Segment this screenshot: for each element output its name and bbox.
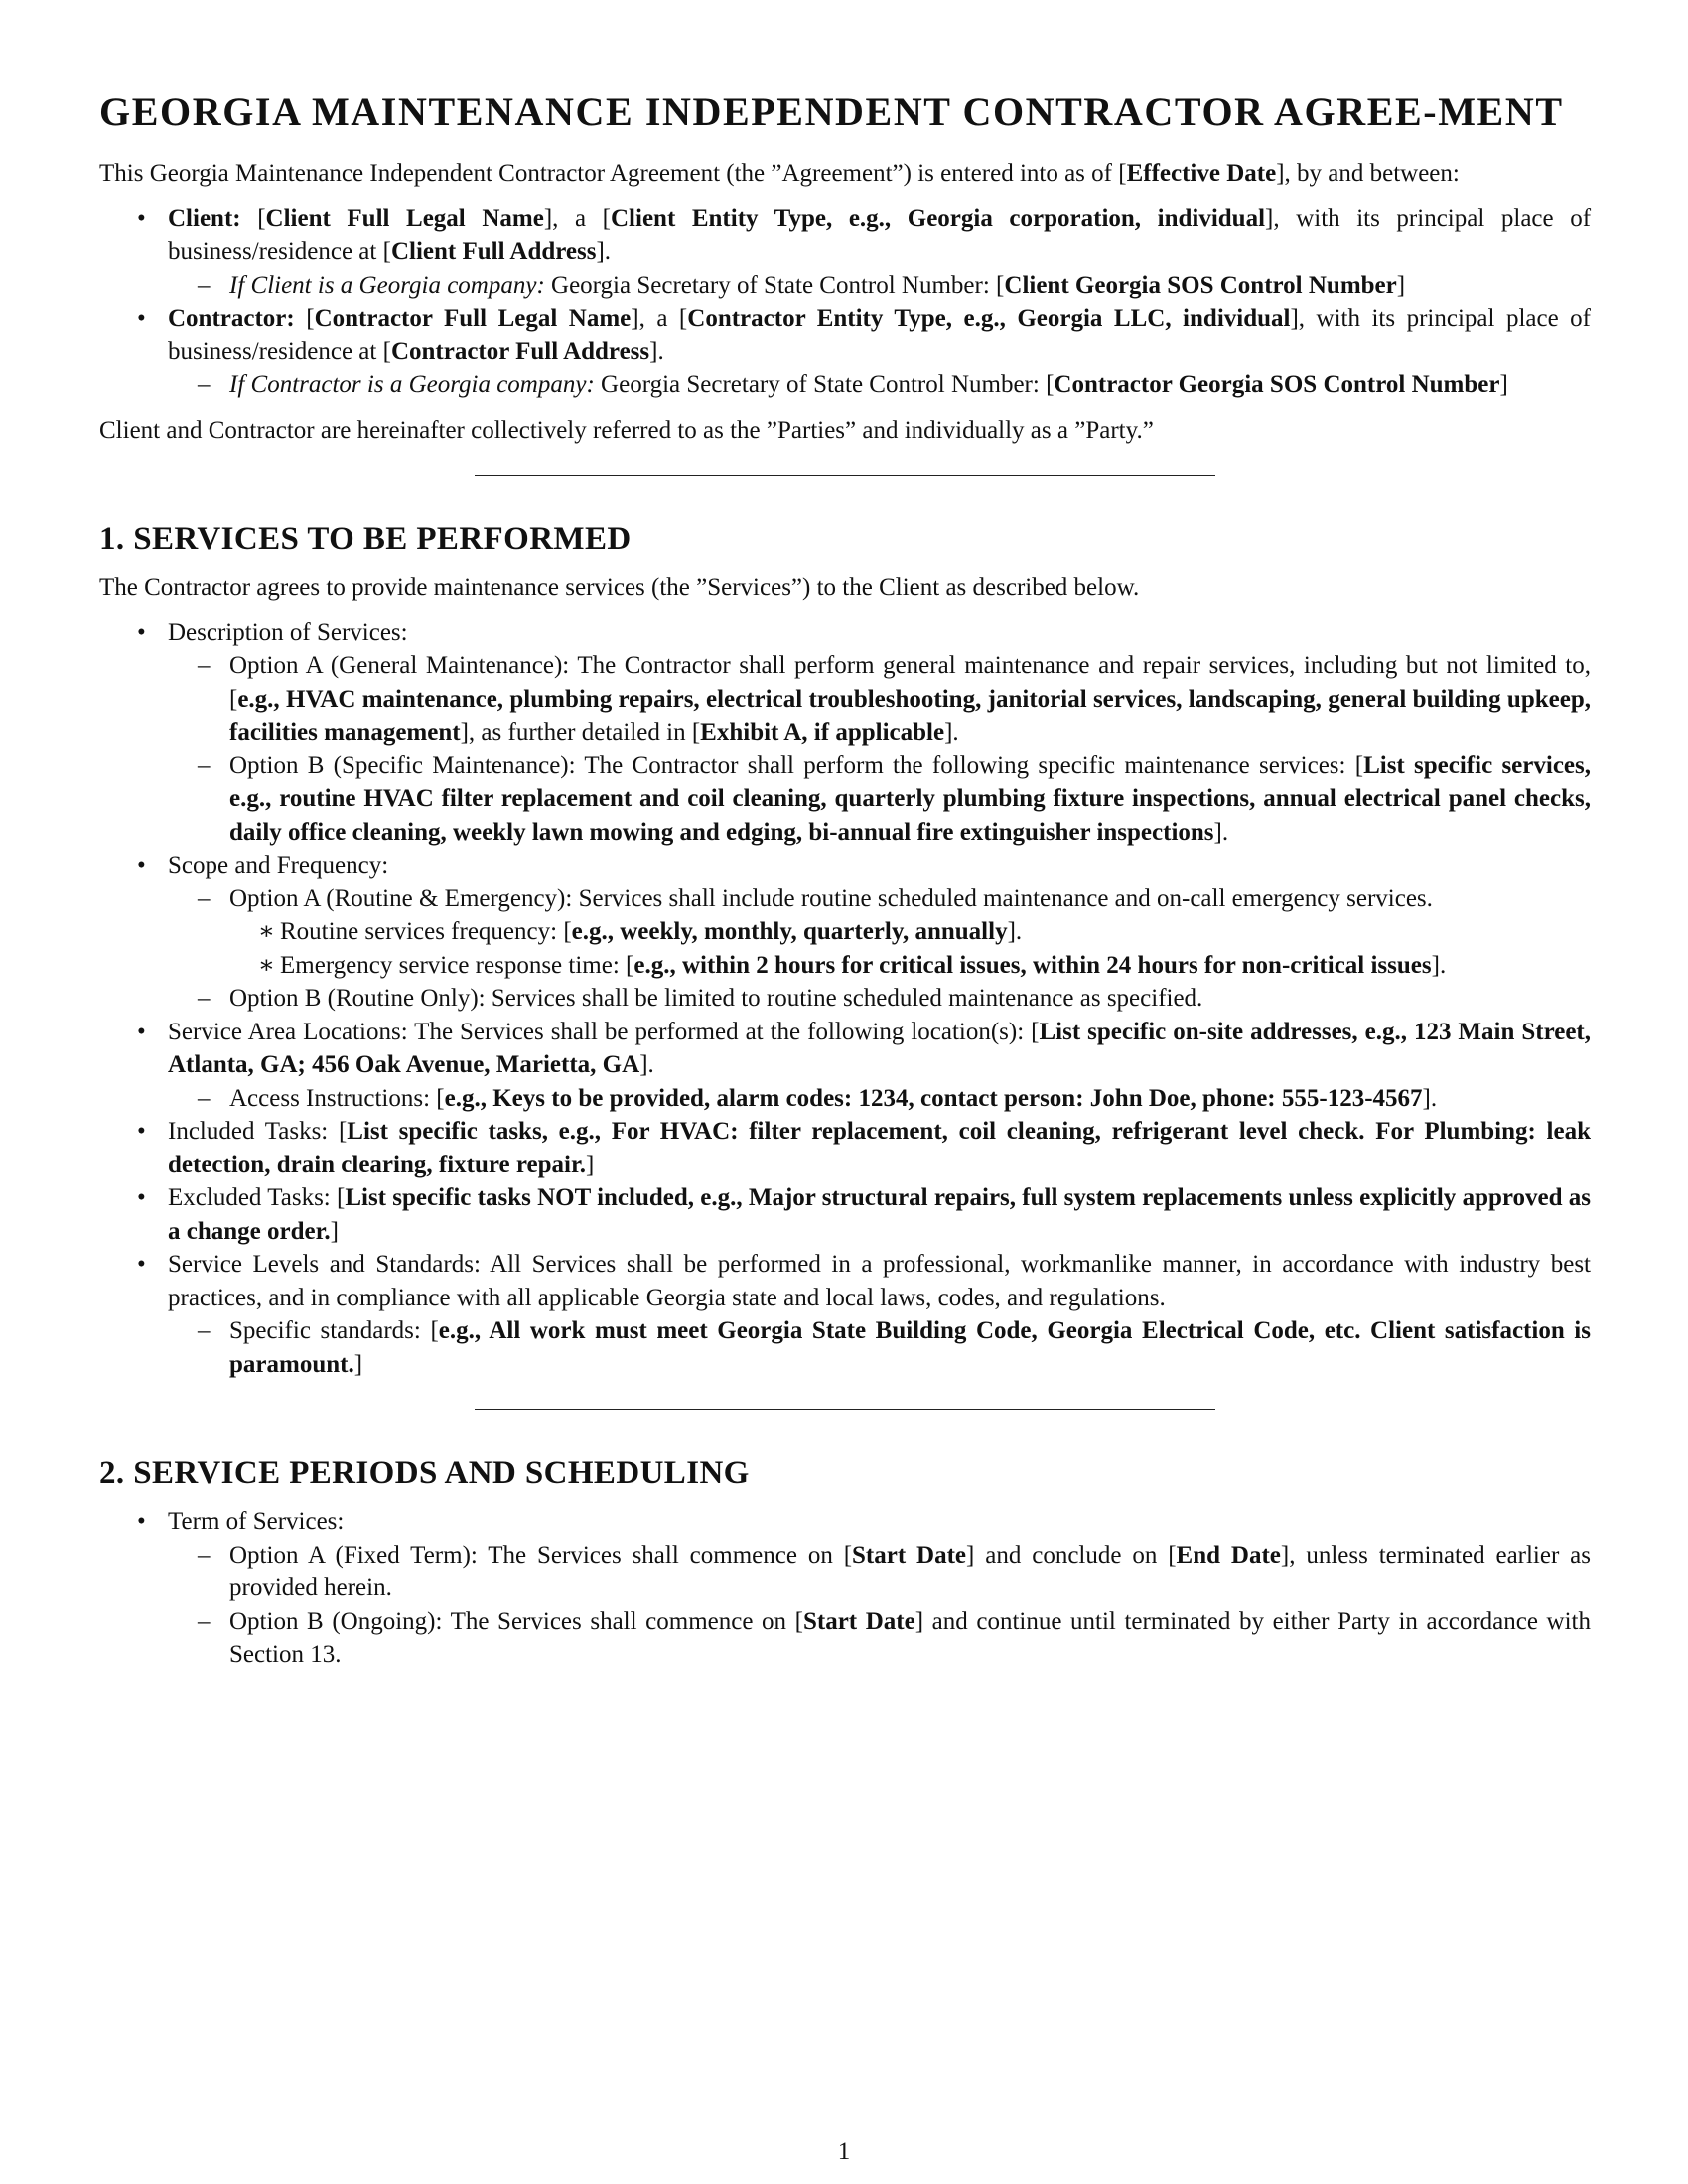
intro-paragraph: This Georgia Maintenance Independent Contractor Agreement (the ”Agreement”) is entered into as of [Effective Date], by and between:: [99, 160, 1460, 187]
section-2-heading: 2. SERVICE PERIODS AND SCHEDULING: [99, 1455, 750, 1491]
contractor-entity-field: Contractor Entity Type, e.g., Georgia LLC, individual: [687, 305, 1291, 332]
contractor-party: • Contractor: [Contractor Full Legal Name], a [Contractor Entity Type, e.g., Georgia LLC, individual], with its principal place of business/residence at [Contractor Full Address]. – If Contractor is a Georgia company: Georgia Secretary of State Control Number: [Contractor Georgia SOS Control Number]: [99, 302, 1591, 402]
routine-frequency: ∗ Routine services frequency: [e.g., weekly, monthly, quarterly, annually].: [229, 915, 1591, 949]
parties-list: [99, 203, 1591, 402]
page-number: 1: [837, 2138, 851, 2165]
scope-option-a: – Option A (Routine & Emergency): Services shall include routine scheduled maintenance and on-call emergency services. ∗ Routine services frequency: [e.g., weekly, monthly, quarterly, annually]. ∗ Emergency service response time: [e.g., within 2 hours for critical issues, within 24 hours for non-critical issues].: [168, 883, 1591, 983]
contractor-sos-field: Contractor Georgia SOS Control Number: [1054, 371, 1500, 398]
start-date-field: Start Date: [852, 1541, 967, 1569]
section-1-list: [99, 616, 1591, 1382]
specific-standards: – Specific standards: [e.g., All work must meet Georgia State Building Code, Georgia Electrical Code, etc. Client satisfaction is paramount.]: [168, 1314, 1591, 1381]
service-standards: • Service Levels and Standards: All Services shall be performed in a professional, workmanlike manner, in accordance with industry best practices, and in compliance with all applicable Georgia state and local laws, codes, and regulations. – Specific standards: [e.g., All work must meet Georgia State Building Code, Georgia Electrical Code, etc. Client satisfaction is paramount.]: [99, 1248, 1591, 1381]
client-entity-field: Client Entity Type, e.g., Georgia corporation, individual: [611, 205, 1266, 232]
effective-date-field: Effective Date: [1126, 160, 1277, 187]
start-date-field: Start Date: [802, 1607, 915, 1635]
parties-note: Client and Contractor are hereinafter collectively referred to as the ”Parties” and individually as a ”Party.”: [99, 416, 1154, 444]
service-area-locations: • Service Area Locations: The Services shall be performed at the following location(s): [List specific on-site addresses, e.g., 123 Main Street, Atlanta, GA; 456 Oak Avenue, Marietta, GA]. – Access Instructions: [e.g., Keys to be provided, alarm codes: 1234, contact person: John Doe, phone: 555-123-4567].: [99, 1016, 1591, 1116]
document-title: GEORGIA MAINTENANCE INDEPENDENT CONTRACTOR AGREE-MENT: [99, 89, 1564, 134]
term-of-services: • Term of Services: – Option A (Fixed Term): The Services shall commence on [Start Date] and conclude on [End Date], unless terminated earlier as provided herein. – Option B (Ongoing): The Services shall commence on [Start Date] and continue until terminated by either Party in accordance with Section 13.: [99, 1505, 1591, 1672]
client-address-field: Client Full Address: [390, 238, 597, 265]
client-name-field: Client Full Legal Name: [265, 205, 544, 232]
client-sos-item: – If Client is a Georgia company: Georgia Secretary of State Control Number: [Client Georgia SOS Control Number]: [168, 269, 1591, 303]
scope-option-b: – Option B (Routine Only): Services shall be limited to routine scheduled maintenance as specified.: [168, 982, 1591, 1016]
section-2-list: [99, 1505, 1591, 1672]
section-divider: [475, 1409, 1215, 1410]
included-tasks: • Included Tasks: [List specific tasks, e.g., For HVAC: filter replacement, coil cleaning, refrigerant level check. For Plumbing: leak detection, drain clearing, fixture repair.]: [99, 1115, 1591, 1181]
access-instructions: – Access Instructions: [e.g., Keys to be provided, alarm codes: 1234, contact person: John Doe, phone: 555-123-4567].: [168, 1082, 1591, 1116]
section-1-intro: The Contractor agrees to provide maintenance services (the ”Services”) to the Client as described below.: [99, 574, 1140, 601]
contractor-name-field: Contractor Full Legal Name: [314, 305, 632, 332]
description-of-services: • Description of Services: – Option A (General Maintenance): The Contractor shall perform general maintenance and repair services, including but not limited to, [e.g., HVAC maintenance, plumbing repairs, electrical troubleshooting, janitorial services, landscaping, general building upkeep, facilities management], as further detailed in [Exhibit A, if applicable]. – Option B (Specific Maintenance): The Contractor shall perform the following specific maintenance services: [List specific services, e.g., routine HVAC filter replacement and coil cleaning, quarterly plumbing fixture inspections, annual electrical panel checks, daily office cleaning, weekly lawn mowing and edging, bi-annual fire extinguisher inspections].: [99, 616, 1591, 850]
section-1-heading: 1. SERVICES TO BE PERFORMED: [99, 521, 632, 557]
description-option-b: – Option B (Specific Maintenance): The Contractor shall perform the following specific maintenance services: [List specific services, e.g., routine HVAC filter replacement and coil cleaning, quarterly plumbing fixture inspections, annual electrical panel checks, daily office cleaning, weekly lawn mowing and edging, bi-annual fire extinguisher inspections].: [168, 750, 1591, 850]
scope-and-frequency: • Scope and Frequency: – Option A (Routine & Emergency): Services shall include routine scheduled maintenance and on-call emergency services. ∗ Routine services frequency: [e.g., weekly, monthly, quarterly, annually]. ∗ Emergency service response time: [e.g., within 2 hours for critical issues, within 24 hours for non-critical issues]. – Option B (Routine Only): Services shall be limited to routine scheduled maintenance as specified.: [99, 849, 1591, 1016]
excluded-tasks: • Excluded Tasks: [List specific tasks NOT included, e.g., Major structural repairs, full system replacements unless explicitly approved as a change order.]: [99, 1181, 1591, 1248]
term-option-b: – Option B (Ongoing): The Services shall commence on [Start Date] and continue until terminated by either Party in accordance with Section 13.: [168, 1605, 1591, 1672]
contractor-address-field: Contractor Full Address: [390, 338, 650, 365]
section-divider: [475, 475, 1215, 476]
contractor-sos-item: – If Contractor is a Georgia company: Georgia Secretary of State Control Number: [Contractor Georgia SOS Control Number]: [168, 368, 1591, 402]
client-sos-field: Client Georgia SOS Control Number: [1004, 271, 1397, 299]
description-option-a: – Option A (General Maintenance): The Contractor shall perform general maintenance and repair services, including but not limited to, [e.g., HVAC maintenance, plumbing repairs, electrical troubleshooting, janitorial services, landscaping, general building upkeep, facilities management], as further detailed in [Exhibit A, if applicable].: [168, 649, 1591, 750]
term-option-a: – Option A (Fixed Term): The Services shall commence on [Start Date] and conclude on [End Date], unless terminated earlier as provided herein.: [168, 1539, 1591, 1605]
emergency-response: ∗ Emergency service response time: [e.g., within 2 hours for critical issues, within 24 hours for non-critical issues].: [229, 949, 1591, 983]
document-body: [99, 89, 1591, 1684]
client-party: • Client: [Client Full Legal Name], a [Client Entity Type, e.g., Georgia corporation, individual], with its principal place of business/residence at [Client Full Address]. – If Client is a Georgia company: Georgia Secretary of State Control Number: [Client Georgia SOS Control Number]: [99, 203, 1591, 303]
end-date-field: End Date: [1176, 1541, 1281, 1569]
